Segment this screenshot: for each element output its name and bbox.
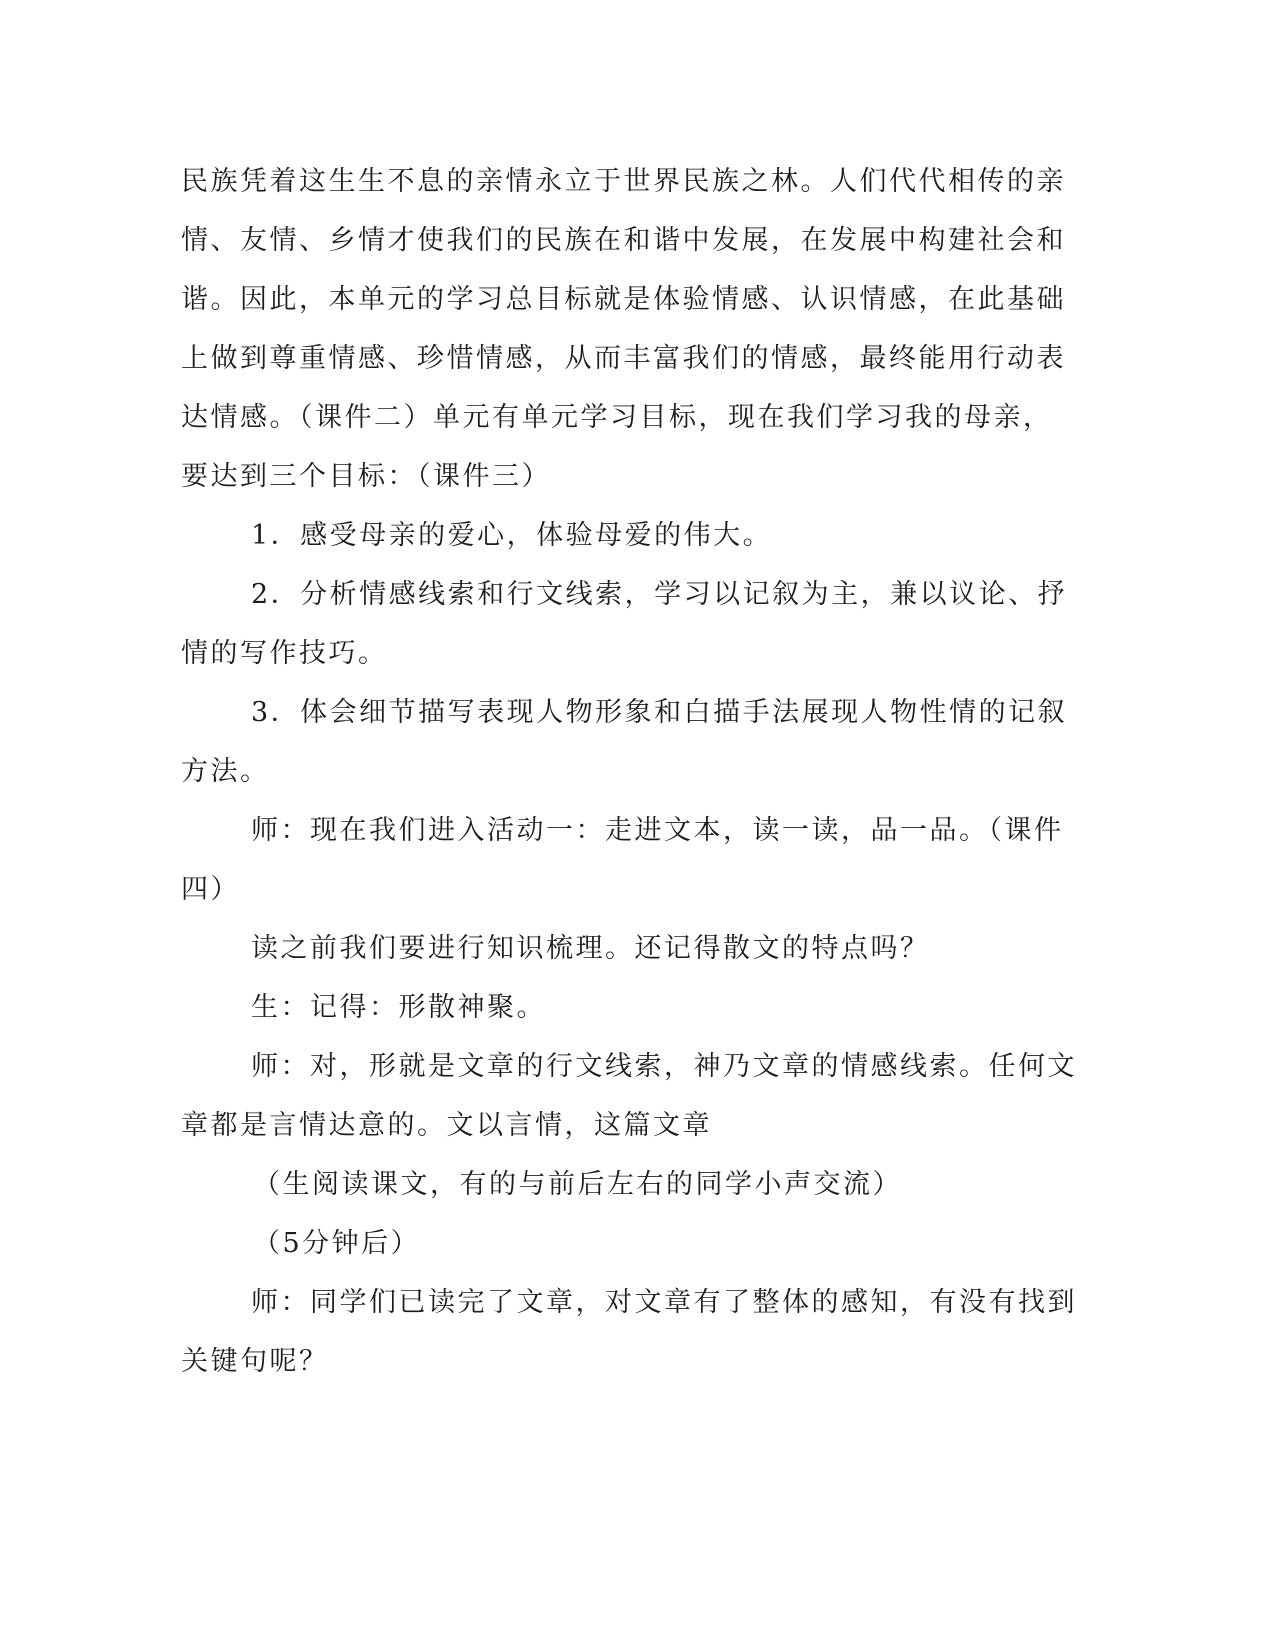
text-line: 要达到三个目标：（课件三） — [181, 461, 551, 492]
text-line: 上做到尊重情感、珍惜情感，从而丰富我们的情感，最终能用行动表 — [181, 343, 1066, 374]
text-line: 关键句呢？ — [181, 1346, 329, 1377]
list-item: 1．感受母亲的爱心，体验母爱的伟大。 — [251, 520, 773, 551]
text-line: 章都是言情达意的。文以言情，这篇文章 — [181, 1110, 712, 1141]
list-item: 3．体会细节描写表现人物形象和白描手法展现人物性情的记叙 — [251, 697, 1068, 728]
list-item: 2．分析情感线索和行文线索，学习以记叙为主，兼以议论、抒 — [251, 579, 1068, 610]
text-line: 民族凭着这生生不息的亲情永立于世界民族之林。人们代代相传的亲 — [181, 166, 1066, 197]
dialogue-line: 师：对，形就是文章的行文线索，神乃文章的情感线索。任何文 — [251, 1051, 1077, 1082]
dialogue-line: 师：同学们已读完了文章，对文章有了整体的感知，有没有找到 — [251, 1287, 1077, 1318]
text-line: 情的写作技巧。 — [181, 638, 388, 669]
text-line: 方法。 — [181, 756, 270, 787]
dialogue-line: 生：记得：形散神聚。 — [251, 992, 546, 1023]
stage-direction: （5分钟后） — [253, 1228, 421, 1259]
text-line: 达情感。（课件二）单元有单元学习目标，现在我们学习我的母亲， — [181, 402, 1053, 433]
text-line: 情、友情、乡情才使我们的民族在和谐中发展，在发展中构建社会和 — [181, 225, 1066, 256]
text-line: 四） — [181, 874, 240, 905]
dialogue-line: 师：现在我们进入活动一：走进文本，读一读，品一品。（课件 — [251, 815, 1064, 846]
text-line: 谐。因此，本单元的学习总目标就是体验情感、认识情感，在此基础 — [181, 284, 1066, 315]
stage-direction: （生阅读课文，有的与前后左右的同学小声交流） — [253, 1169, 902, 1200]
text-line: 读之前我们要进行知识梳理。还记得散文的特点吗？ — [251, 933, 930, 964]
